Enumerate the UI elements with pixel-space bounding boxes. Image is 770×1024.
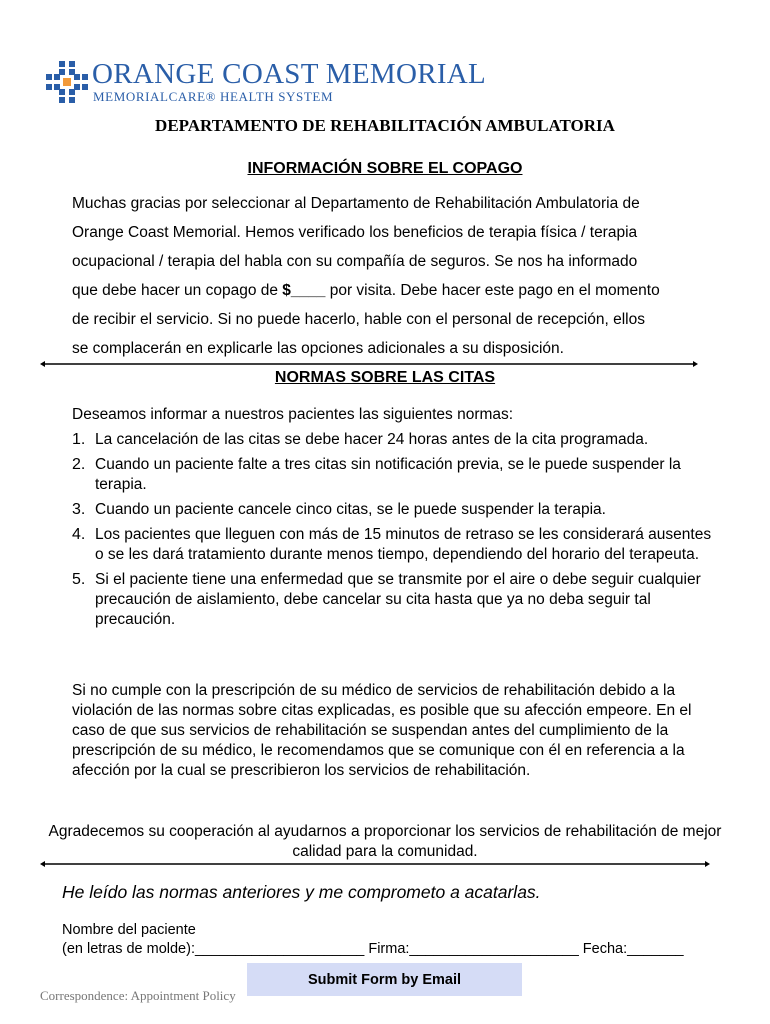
copay-line: se complacerán en explicarle las opciones adicionales a su disposición. — [72, 340, 564, 357]
rule-text: Si el paciente tiene una enfermedad que se transmite por el aire o debe seguir cualquier precaución de aislamiento, debe cancelar su cita hasta que ya no deba seguir tal precaución. — [95, 571, 701, 628]
copay-line: de recibir el servicio. Si no puede hacerlo, hable con el personal de recepción, ellos — [72, 311, 645, 328]
logo-tagline: MEMORIALCARE® HEALTH SYSTEM — [93, 89, 334, 104]
rule-number: 2. — [72, 456, 86, 473]
patient-name-label: Nombre del paciente — [62, 922, 196, 938]
appointments-heading: NORMAS SOBRE LAS CITAS — [274, 369, 496, 386]
copay-paragraph — [72, 189, 712, 363]
copay-heading: INFORMACIÓN SOBRE EL COPAGO — [247, 160, 523, 177]
rules-intro: Deseamos informar a nuestros pacientes las siguientes normas: — [72, 406, 514, 423]
footer-note: Correspondence: Appointment Policy — [40, 988, 236, 1003]
rule-number: 5. — [72, 571, 86, 588]
rule-number: 1. — [72, 431, 86, 448]
submit-form-button[interactable]: Submit Form by Email — [247, 963, 522, 996]
compliance-paragraph: Si no cumple con la prescripción de su médico de servicios de rehabilitación debido a la violación de las normas sobre citas explicadas, es posible que su afección empeore. En el caso de que sus servicios de rehabilitación se suspendan antes del cumplimiento de la prescripción de su médico, le recomendamos que se comunique con él en referencia a la afección por la cual se prescribieron los servicios de rehabilitación. — [72, 682, 692, 779]
rule-text: Cuando un paciente falte a tres citas sin notificación previa, se le puede suspender la terapia. — [95, 456, 681, 493]
rule-text: Los pacientes que lleguen con más de 15 minutos de retraso se les considerará ausentes o se les dará tratamiento durante menos tiempo, dependiendo del horario del terapeuta. — [95, 526, 712, 563]
cross-emblem-icon — [44, 59, 90, 105]
logo-name: ORANGE COAST MEMORIAL — [92, 58, 487, 90]
rule-item — [72, 455, 722, 495]
rule-item — [72, 525, 722, 565]
divider-line — [40, 359, 698, 369]
signature-fields-line[interactable]: (en letras de molde):_____________________ Firma:_____________________ Fecha:_______ — [62, 941, 684, 957]
rule-number: 3. — [72, 501, 86, 518]
copay-line: Orange Coast Memorial. Hemos verificado los beneficios de terapia física / terapia — [72, 224, 638, 241]
thanks-paragraph: Agradecemos su cooperación al ayudarnos a proporcionar los servicios de rehabilitación de mejor calidad para la comunidad. — [48, 823, 722, 860]
copay-amount-blank: $____ — [282, 282, 326, 299]
copay-text: por visita. Debe hacer este pago en el momento — [329, 282, 660, 299]
divider-line — [40, 859, 710, 869]
pledge-statement: He leído las normas anteriores y me comprometo a acatarlas. — [62, 882, 541, 902]
copay-line: Muchas gracias por seleccionar al Departamento de Rehabilitación Ambulatoria de — [72, 195, 640, 212]
rule-item — [72, 570, 722, 630]
rule-item — [72, 500, 722, 520]
copay-text: que debe hacer un copago de — [72, 282, 278, 299]
rule-text: La cancelación de las citas se debe hacer 24 horas antes de la cita programada. — [95, 431, 649, 448]
rule-number: 4. — [72, 526, 86, 543]
copay-line — [72, 276, 712, 305]
copay-line: ocupacional / terapia del habla con su compañía de seguros. Se nos ha informado — [72, 253, 638, 270]
rule-item — [72, 430, 722, 450]
rules-list — [72, 430, 722, 635]
rule-text: Cuando un paciente cancele cinco citas, se le puede suspender la terapia. — [95, 501, 606, 518]
department-title: DEPARTAMENTO DE REHABILITACIÓN AMBULATORIA — [155, 116, 615, 135]
